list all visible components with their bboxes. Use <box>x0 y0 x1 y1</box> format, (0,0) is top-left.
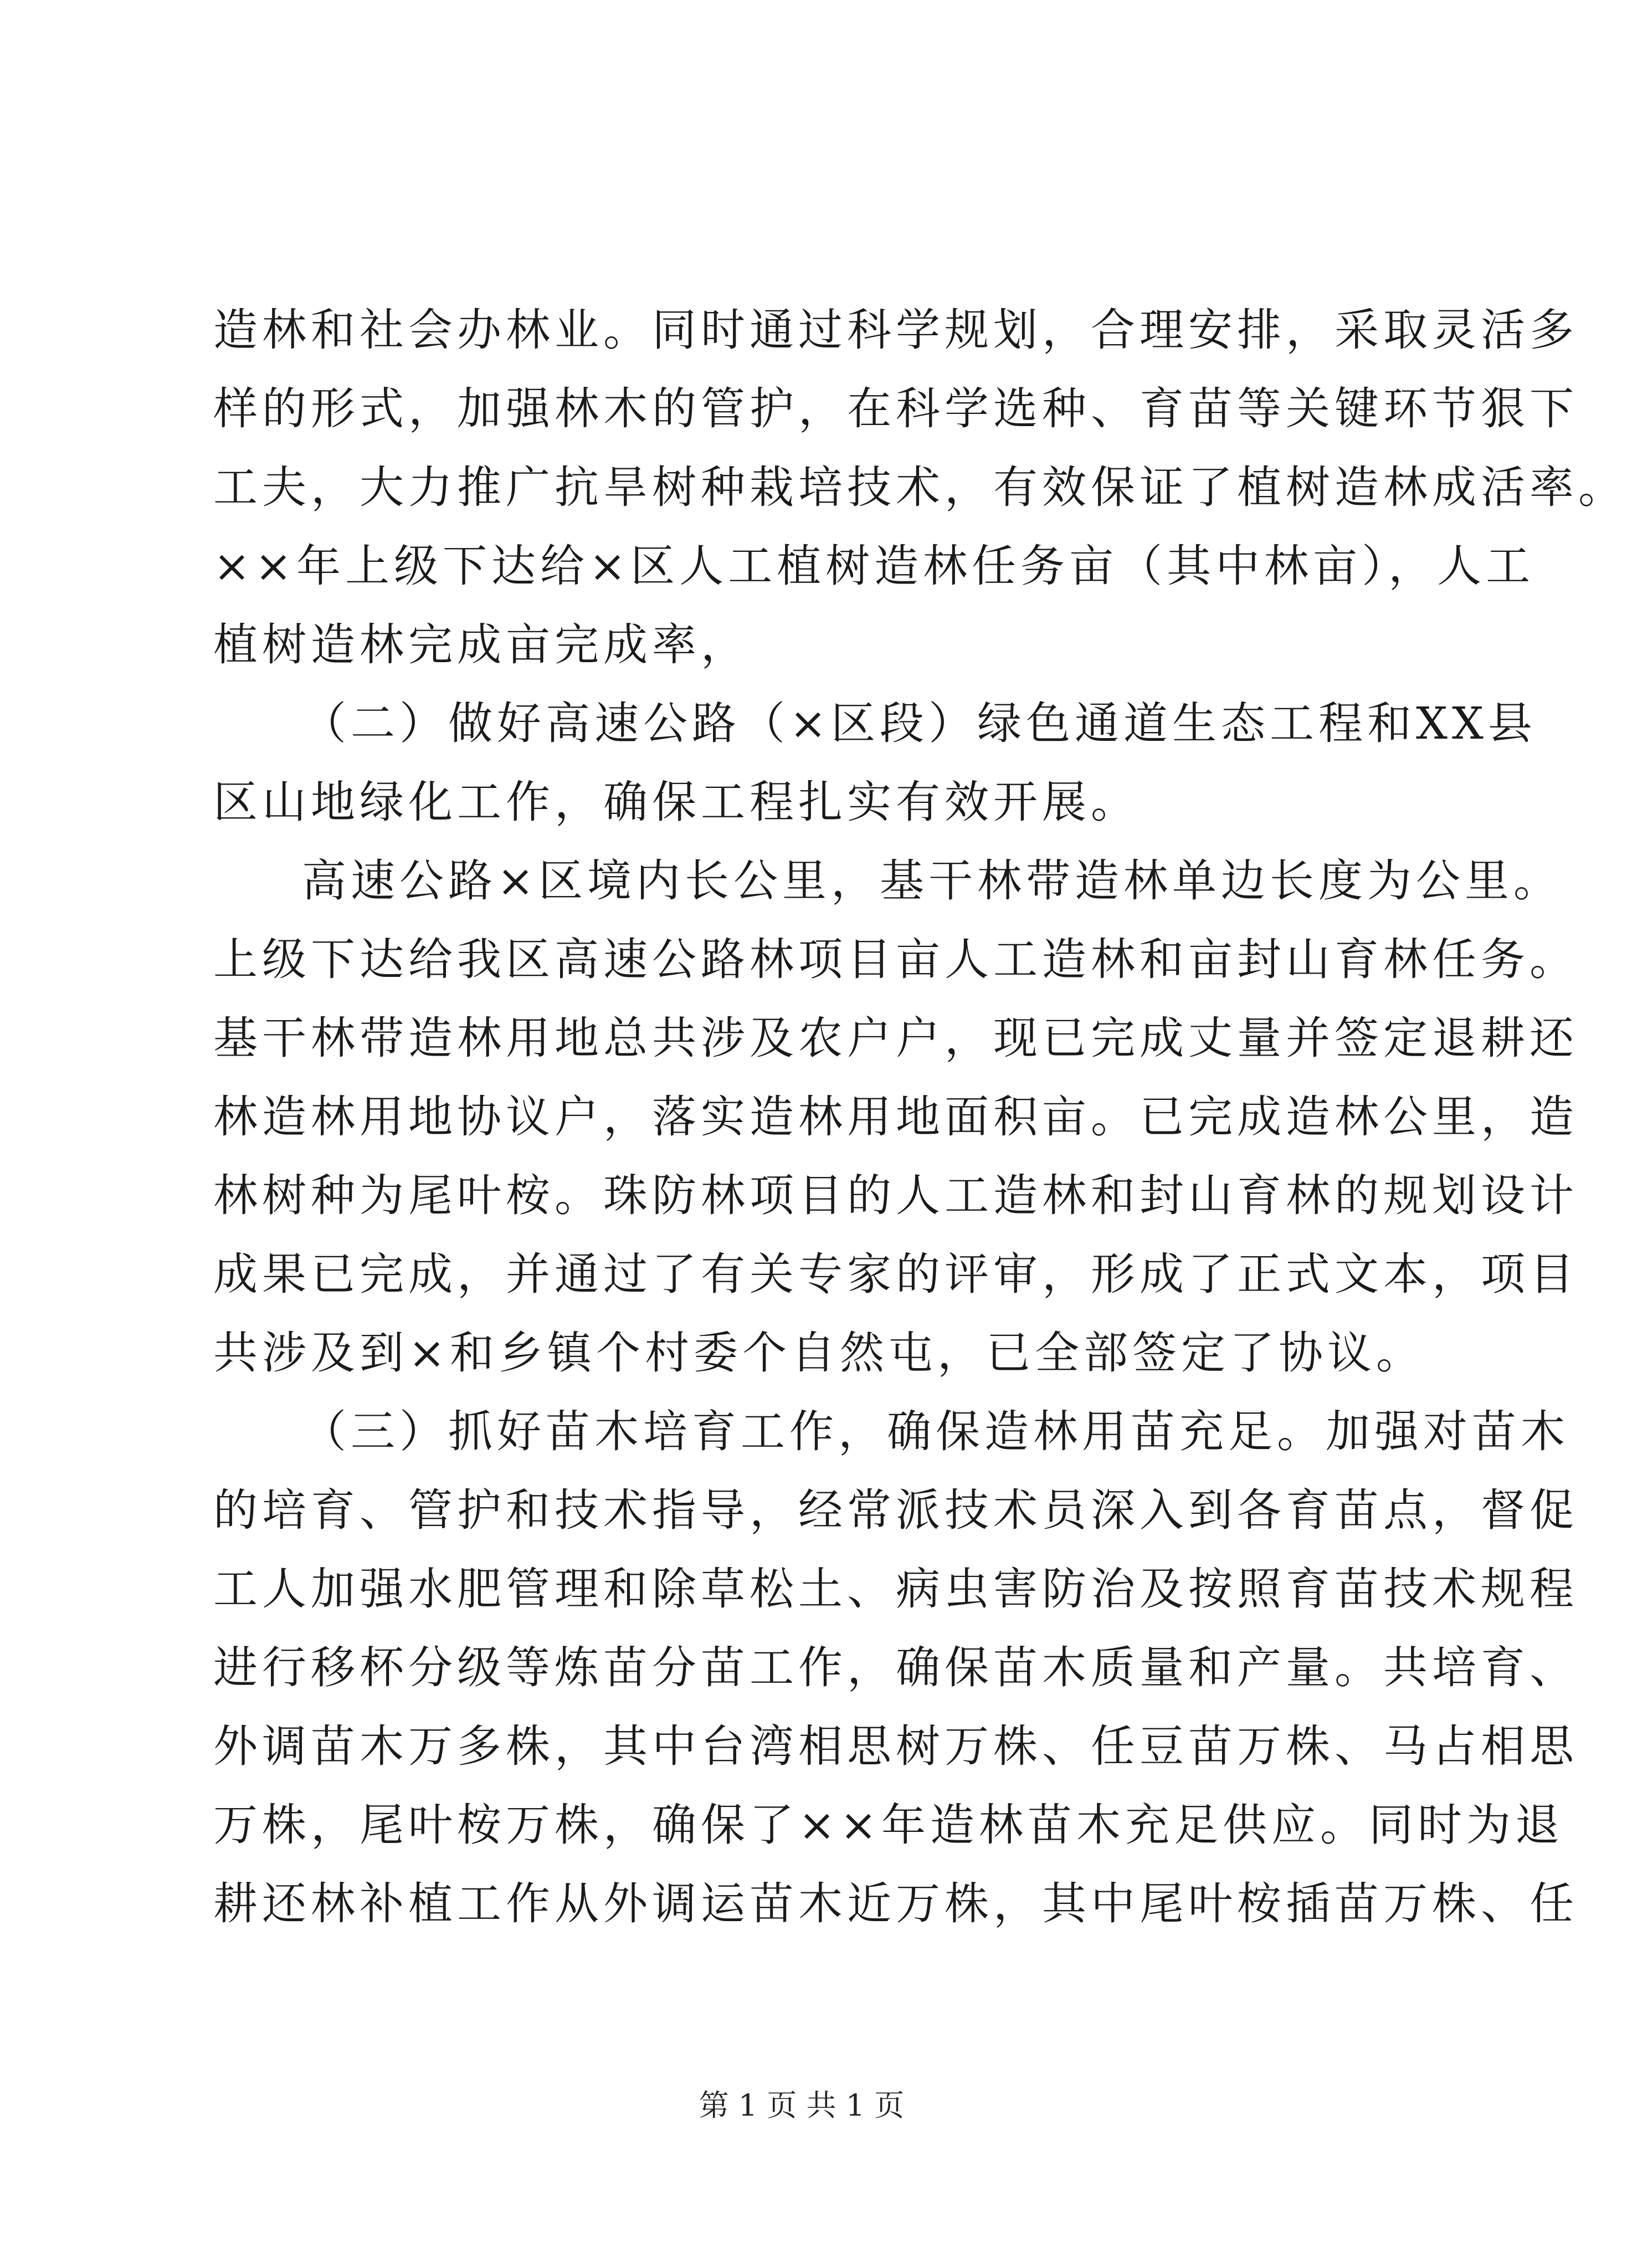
text-line: 植树造林完成亩完成率， <box>213 619 750 670</box>
text-line: 上级下达给我区高速公路林项目亩人工造林和亩封山育林任务。 <box>213 934 1578 985</box>
text-line: 外调苗木万多株，其中台湾相思树万株、任豆苗万株、马占相思 <box>213 1721 1578 1772</box>
section-heading-line: （三）抓好苗木培育工作，确保造林用苗充足。加强对苗木 <box>302 1406 1569 1457</box>
text-line: 造林和社会办林业。同时通过科学规划，合理安排，采取灵活多 <box>213 304 1578 356</box>
text-line: 区山地绿化工作，确保工程扎实有效开展。 <box>213 776 1140 828</box>
page-number-label: 第 1 页 共 1 页 <box>699 2088 905 2123</box>
text-line: 工夫，大力推广抗旱树种栽培技术，有效保证了植树造林成活率。 <box>213 462 1627 513</box>
section-heading-line: （二）做好高速公路（×区段）绿色通道生态工程和XX县 <box>302 698 1537 749</box>
page-footer <box>0 2086 1603 2125</box>
text-line: 进行移杯分级等炼苗分苗工作，确保苗木质量和产量。共培育、 <box>213 1642 1578 1693</box>
text-line: 成果已完成，并通过了有关专家的评审，形成了正式文本，项目 <box>213 1248 1578 1300</box>
text-line: 的培育、管护和技术指导，经常派技术员深入到各育苗点，督促 <box>213 1484 1578 1536</box>
paragraph-first-line: 高速公路×区境内长公里，基干林带造林单边长度为公里。 <box>302 855 1563 907</box>
text-line: 林树种为尾叶桉。珠防林项目的人工造林和封山育林的规划设计 <box>213 1170 1578 1221</box>
text-line: 样的形式，加强林木的管护，在科学选种、育苗等关键环节狠下 <box>213 383 1578 434</box>
text-line: 基干林带造林用地总共涉及农户户，现已完成丈量并签定退耕还 <box>213 1012 1578 1064</box>
text-line: 万株，尾叶桉万株，确保了××年造林苗木充足供应。同时为退 <box>213 1799 1564 1851</box>
text-line: 耕还林补植工作从外调运苗木近万株，其中尾叶桉插苗万株、任 <box>213 1878 1578 1929</box>
text-line: 共涉及到×和乡镇个村委个自然屯，已全部签定了协议。 <box>213 1327 1425 1379</box>
text-line: 林造林用地协议户，落实造林用地面积亩。已完成造林公里，造 <box>213 1091 1578 1143</box>
text-line: 工人加强水肥管理和除草松土、病虫害防治及按照育苗技术规程 <box>213 1563 1578 1615</box>
text-line: ××年上级下达给×区人工植树造林任务亩（其中林亩），人工 <box>213 540 1535 592</box>
body-text <box>213 291 1627 1943</box>
